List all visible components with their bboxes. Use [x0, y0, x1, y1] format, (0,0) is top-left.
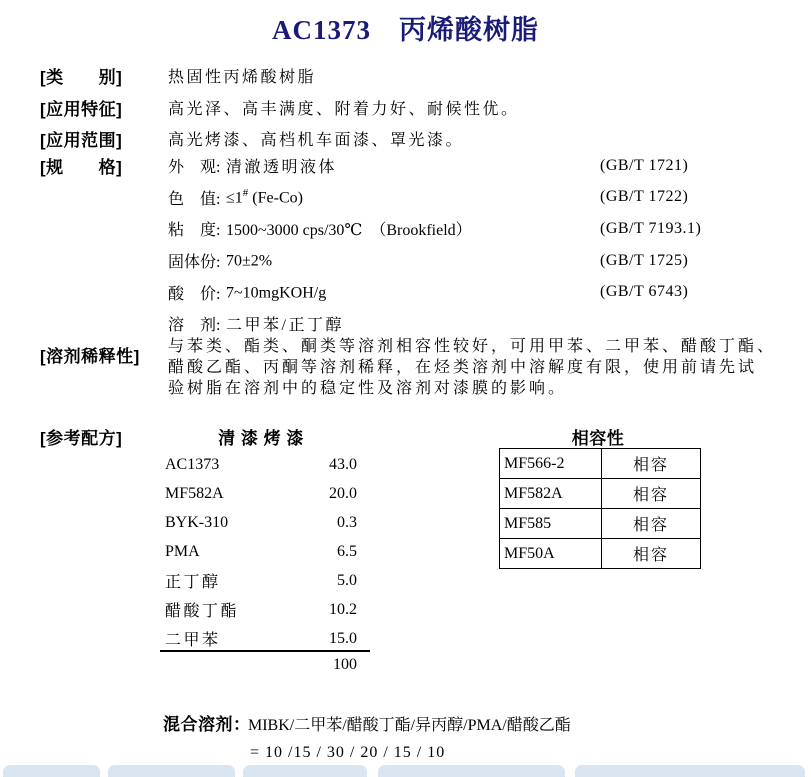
- spec-standard: (GB/T 7193.1): [600, 219, 702, 237]
- formula-amount: 10.2: [329, 600, 357, 618]
- formula-component: AC1373: [165, 455, 220, 473]
- solvent-dilution-label: [溶剂稀释性]: [40, 347, 140, 366]
- formula-table-header: 清 漆 烤 漆: [218, 429, 304, 448]
- compatibility-product: MF50A: [500, 539, 602, 569]
- compatibility-status: 相容: [602, 539, 701, 569]
- bottom-decoration-bar: [3, 765, 100, 777]
- spec-name: 色 值:: [168, 190, 221, 208]
- formula-row: [165, 566, 357, 595]
- spec-value: 二甲苯/正丁醇: [226, 317, 344, 335]
- bottom-decoration-bar: [378, 765, 565, 777]
- solvent-dilution-paragraph: [168, 336, 776, 399]
- category-label: [类 别]: [40, 68, 123, 88]
- spec-value: 清澈透明液体: [226, 159, 338, 177]
- compatibility-status: 相容: [602, 509, 701, 539]
- applications-value: 高光烤漆、高档机车面漆、罩光漆。: [168, 132, 465, 150]
- features-value: 高光泽、高丰满度、附着力好、耐候性优。: [168, 100, 520, 118]
- mixed-solvent-components: MIBK/二甲苯/醋酸丁酯/异丙醇/PMA/醋酸乙酯: [248, 717, 571, 734]
- solvent-dilution-line: 醋酸乙酯、丙酮等溶剂稀释，在烃类溶剂中溶解度有限，使用前请先试: [168, 359, 758, 376]
- compatibility-title: 相容性: [571, 429, 625, 448]
- formula-amount: 6.5: [337, 542, 357, 560]
- spec-value: 70±2%: [226, 252, 273, 270]
- compatibility-product: MF566-2: [500, 449, 602, 479]
- spec-row-appearance: [168, 150, 788, 182]
- spec-row-acid-value: [168, 276, 788, 308]
- spec-value: 1500~3000 cps/30℃ （Brookfield）: [226, 222, 472, 240]
- formula-row: [165, 624, 357, 653]
- formula-row: [165, 479, 357, 508]
- compatibility-row: [500, 539, 701, 569]
- spec-section-label: [规 格]: [40, 158, 123, 177]
- compatibility-product: MF582A: [500, 479, 602, 509]
- formula-component: BYK-310: [165, 513, 229, 531]
- formula-total: 100: [333, 656, 357, 673]
- bottom-decoration-bar: [108, 765, 235, 777]
- formula-amount: 5.0: [337, 571, 357, 589]
- spec-name: 溶 剂:: [168, 317, 221, 335]
- info-block: [40, 60, 520, 155]
- spec-standard: (GB/T 1725): [600, 251, 689, 269]
- spec-standard: (GB/T 1721): [600, 156, 689, 174]
- formula-component: 正丁醇: [165, 574, 221, 591]
- mixed-solvent-ratio: = 10 /15 / 30 / 20 / 15 / 10: [250, 744, 446, 761]
- spec-row-solids: [168, 245, 788, 277]
- spec-name: 固体份:: [168, 254, 221, 272]
- formula-amount: 20.0: [329, 484, 357, 502]
- spec-row-viscosity: [168, 213, 788, 245]
- bottom-decoration-bar: [243, 765, 367, 777]
- compatibility-status: 相容: [602, 449, 701, 479]
- page-title: AC1373 丙烯酸树脂: [272, 15, 539, 45]
- compatibility-product: MF585: [500, 509, 602, 539]
- info-row-category: [40, 60, 520, 92]
- spec-value: 7~10mgKOH/g: [226, 284, 327, 302]
- formula-row: [165, 595, 357, 624]
- applications-label: [应用范围]: [40, 131, 123, 151]
- spec-row-solvent: [168, 308, 788, 340]
- spec-standard: (GB/T 1722): [600, 188, 689, 206]
- compatibility-row: [500, 479, 701, 509]
- category-value: 热固性丙烯酸树脂: [168, 69, 317, 87]
- formula-amount: 15.0: [329, 629, 357, 647]
- bottom-decoration-bar: [575, 765, 805, 777]
- spec-name: 酸 价:: [168, 285, 221, 303]
- formula-row: [165, 537, 357, 566]
- mixed-solvent-label: 混合溶剂：: [163, 715, 251, 734]
- formula-component: 二甲苯: [165, 632, 221, 649]
- spec-value: ≤1# (Fe-Co): [226, 187, 303, 207]
- compatibility-table: [499, 448, 701, 569]
- solvent-dilution-line: 验树脂在溶剂中的稳定性及溶剂对漆膜的影响。: [168, 380, 568, 397]
- formula-component: PMA: [165, 542, 200, 560]
- formula-total-rule: [160, 650, 370, 652]
- formula-table: [165, 450, 357, 653]
- formula-amount: 43.0: [329, 455, 357, 473]
- formula-row: [165, 508, 357, 537]
- spec-name: 粘 度:: [168, 222, 221, 240]
- spec-row-color-value: [168, 182, 788, 214]
- spec-name: 外 观:: [168, 159, 221, 177]
- solvent-dilution-line: 与苯类、酯类、酮类等溶剂相容性较好，可用甲苯、二甲苯、醋酸丁酯、: [168, 338, 777, 355]
- spec-rows: [168, 150, 788, 340]
- info-row-features: [40, 92, 520, 124]
- spec-standard: (GB/T 6743): [600, 283, 689, 301]
- compatibility-status: 相容: [602, 479, 701, 509]
- compatibility-row: [500, 449, 701, 479]
- formula-component: MF582A: [165, 484, 224, 502]
- formula-component: 醋酸丁酯: [165, 603, 240, 620]
- compatibility-row: [500, 509, 701, 539]
- formula-row: [165, 450, 357, 479]
- features-label: [应用特征]: [40, 99, 123, 119]
- formula-amount: 0.3: [337, 513, 357, 531]
- formula-section-label: [参考配方]: [40, 429, 123, 448]
